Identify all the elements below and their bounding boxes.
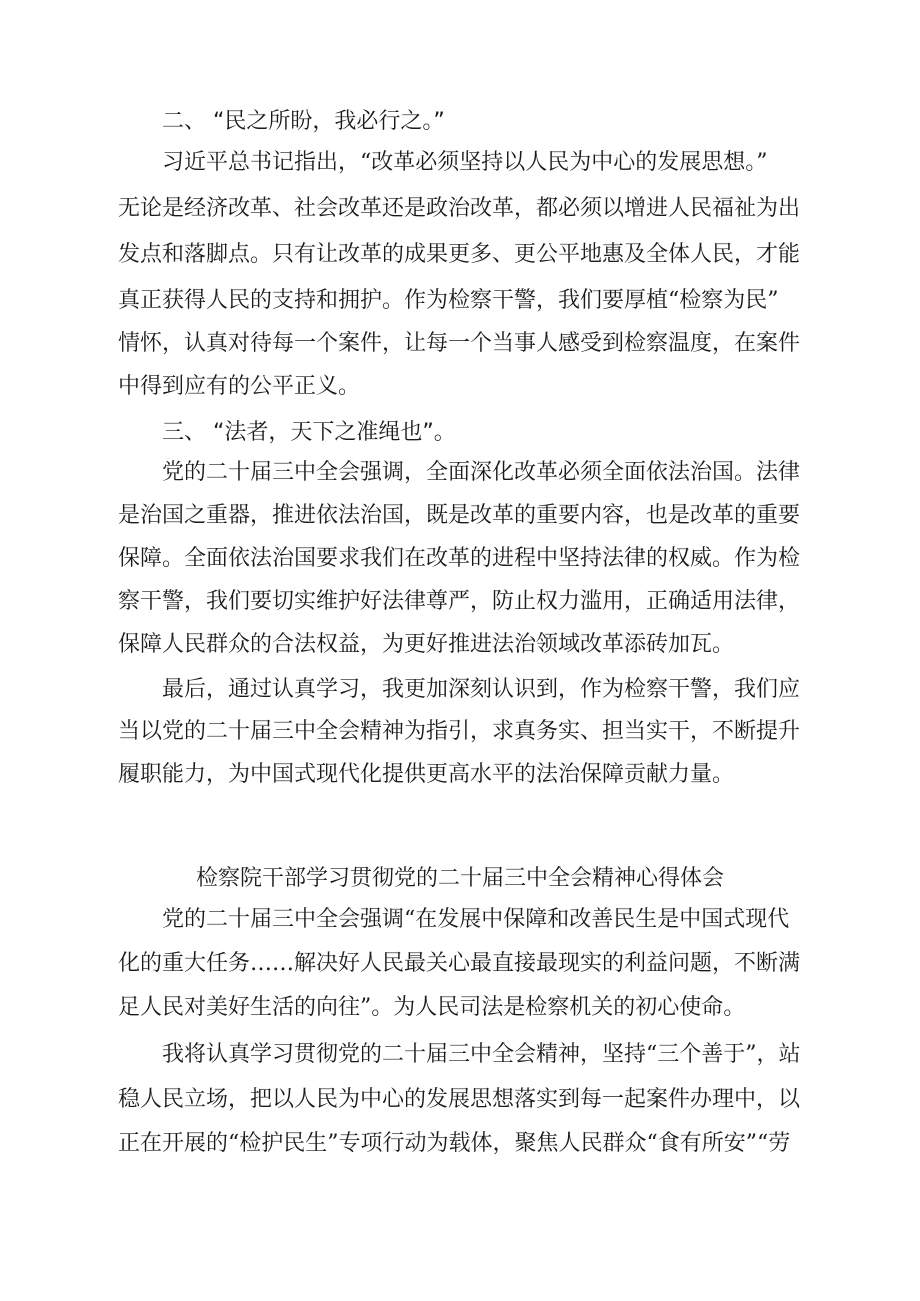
paragraph-line: 化的重大任务……解决好人民最关心最直接最现实的利益问题，不断满 (118, 951, 801, 976)
section-heading-2: 二、 “民之所盼，我必行之。” (162, 109, 445, 134)
paragraph-line: 真正获得人民的支持和拥护。作为检察干警，我们要厚植“检察为民” (118, 288, 779, 313)
paragraph-line: 正在开展的“检护民生”专项行动为载体，聚焦人民群众“食有所安”“劳 (118, 1131, 791, 1156)
paragraph-line: 党的二十届三中全会强调“在发展中保障和改善民生是中国式现代 (162, 907, 790, 932)
article-title: 检察院干部学习贯彻党的二十届三中全会精神心得体会 (195, 866, 724, 891)
paragraph-line: 情怀，认真对待每一个案件，让每一个当事人感受到检察温度，在案件 (118, 331, 801, 356)
paragraph-line: 稳人民立场，把以人民为中心的发展思想落实到每一起案件办理中，以 (118, 1087, 801, 1112)
paragraph-line: 保障。全面依法治国要求我们在改革的进程中坚持法律的权威。作为检 (118, 546, 801, 571)
paragraph-line: 察干警，我们要切实维护好法律尊严，防止权力滥用，正确适用法律， (118, 589, 801, 614)
paragraph-line: 习近平总书记指出，“改革必须坚持以人民为中心的发展思想。” (162, 150, 768, 175)
paragraph-line: 足人民对美好生活的向往”。为人民司法是检察机关的初心使命。 (118, 995, 746, 1020)
section-heading-3: 三、 “法者，天下之准绳也”。 (162, 420, 456, 445)
paragraph-line: 发点和落脚点。只有让改革的成果更多、更公平地惠及全体人民，才能 (118, 242, 801, 267)
paragraph-line: 中得到应有的公平正义。 (118, 374, 361, 399)
paragraph-line: 是治国之重器，推进依法治国，既是改革的重要内容，也是改革的重要 (118, 503, 801, 528)
paragraph-line: 履职能力，为中国式现代化提供更高水平的法治保障贡献力量。 (118, 762, 735, 787)
paragraph-line: 保障人民群众的合法权益，为更好推进法治领域改革添砖加瓦。 (118, 632, 735, 657)
paragraph-line: 最后，通过认真学习，我更加深刻认识到，作为检察干警，我们应 (162, 677, 801, 702)
paragraph-line: 党的二十届三中全会强调，全面深化改革必须全面依法治国。法律 (162, 460, 801, 485)
paragraph-line: 我将认真学习贯彻党的二十届三中全会精神，坚持“三个善于”，站 (162, 1042, 801, 1067)
paragraph-line: 无论是经济改革、社会改革还是政治改革，都必须以增进人民福祉为出 (118, 196, 801, 221)
paragraph-line: 当以党的二十届三中全会精神为指引，求真务实、担当实干，不断提升 (118, 719, 801, 744)
